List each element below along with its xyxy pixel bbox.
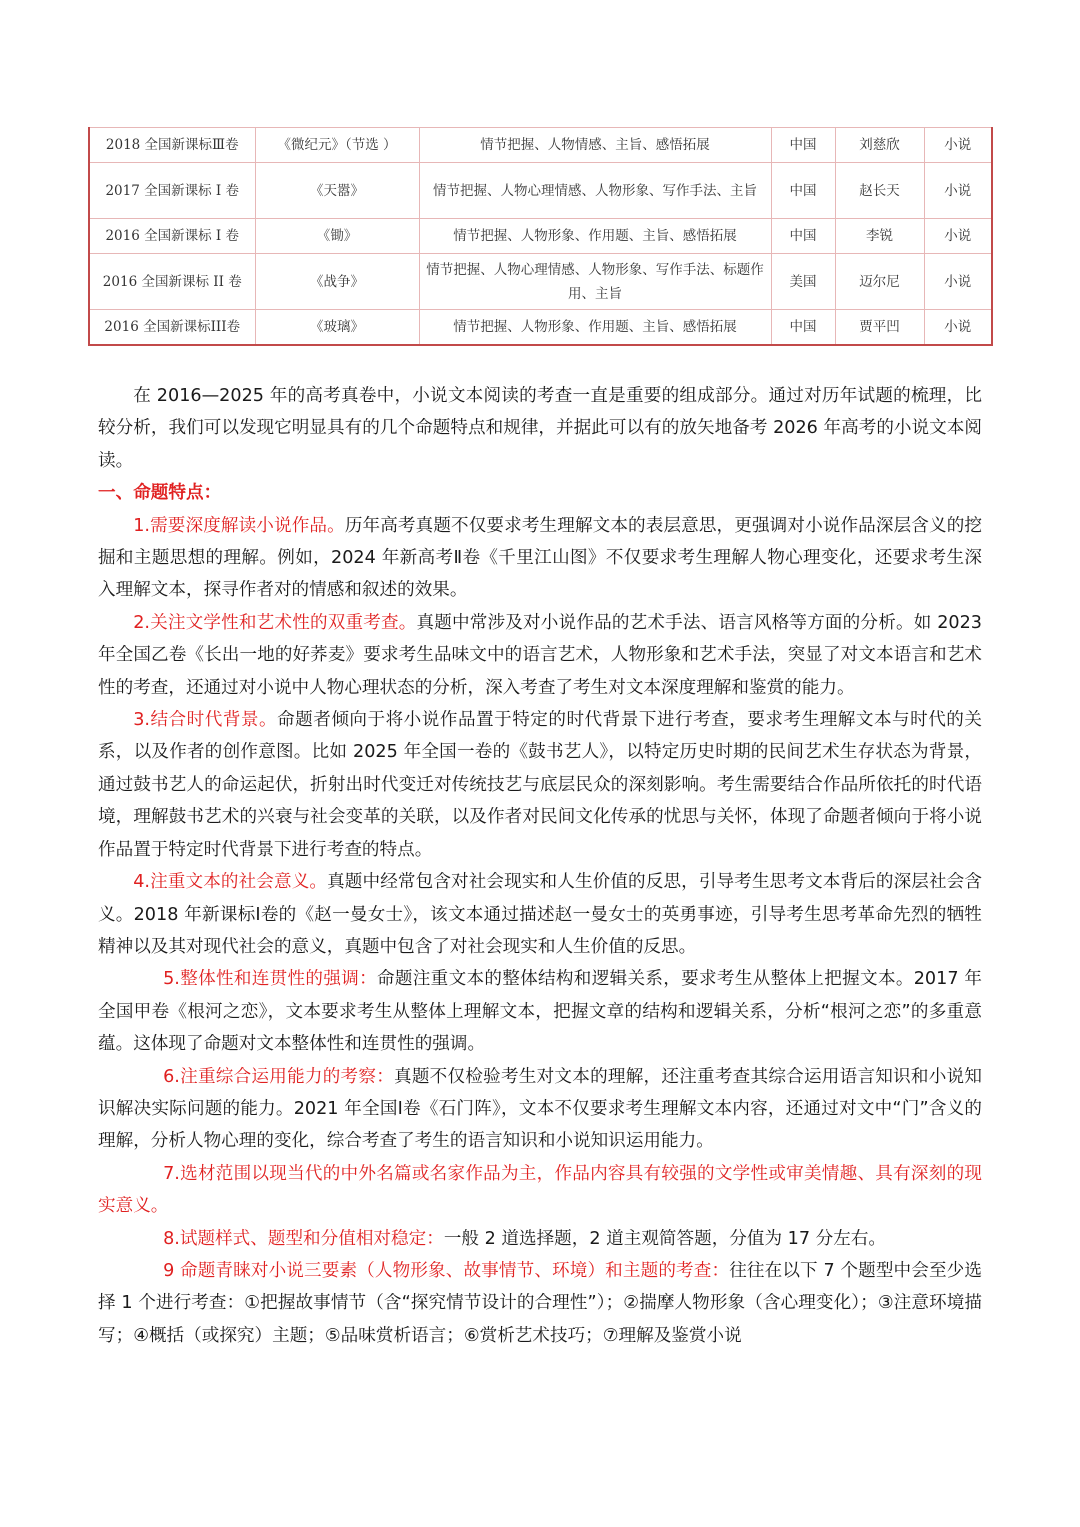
exam-cell: 2018 全国新课标Ⅲ卷 [89,128,255,163]
feature-text: 真题中经常包含对社会现实和人生价值的反思，引导考生思考文本背后的深层社会含义。2018 年新课标Ⅰ卷的《赵一曼女士》，该文本通过描述赵一曼女士的英勇事迹，引导考生思考革命先烈的牺牲精神以及其对现代社会的意义，真题中包含了对社会现实和人生价值的反思。 [98,872,982,957]
feature-heading: 2.关注文学性和艺术性的双重考查。 [133,612,417,633]
feature-heading: 3.结合时代背景。 [133,710,278,731]
author-cell: 赵长天 [835,163,924,219]
feature-heading: 8.试题样式、题型和分值相对稳定： [163,1228,444,1249]
article-body [98,380,982,1352]
title-cell: 《微纪元》（节选 ） [255,128,419,163]
feature-text: 真题中常涉及对小说作品的艺术手法、语言风格等方面的分析。如 2023 年全国乙卷《长出一地的好荞麦》要求考生品味文中的语言艺术，人物形象和艺术手法，突显了对文本语言和艺术性的考查，还通过对小说中人物心理状态的分析，深入考查了考生对文本深度理解和鉴赏的能力。 [98,612,982,698]
points-cell: 情节把握、人物形象、作用题、主旨、感悟拓展 [419,310,771,346]
feature-text: 往往在以下 7 个题型中会至少选择 1 个进行考查：①把握故事情节（含“探究情节设计的合理性”）；②揣摩人物形象（含心理变化）；③注意环境描写；④概括（或探究）主题；⑤品味赏析语言；⑥赏析艺术技巧；⑦理解及鉴赏小说 [98,1260,982,1346]
feature-paragraph-3 [98,704,982,866]
feature-heading: 5.整体性和连贯性的强调： [163,969,377,990]
feature-paragraph-4 [98,866,982,963]
feature-text: 一般 2 道选择题，2 道主观简答题，分值为 17 分左右。 [443,1228,887,1249]
feature-paragraph-6 [98,1061,982,1158]
author-cell: 李锐 [835,219,924,254]
feature-text: 命题者倾向于将小说作品置于特定的时代背景下进行考查，要求考生理解文本与时代的关系，以及作者的创作意图。比如 2025 年全国一卷的《鼓书艺人》，以特定历史时期的民间艺术生存状态为背景，通过鼓书艺人的命运起伏，折射出时代变迁对传统技艺与底层民众的深刻影响。考生需要结合作品所依托的时代语境，理解鼓书艺术的兴衰与社会变革的关联，以及作者对民间文化传承的忧思与关怀，体现了命题者倾向于将小说作品置于特定时代背景下进行考查的特点。 [98,710,982,860]
title-cell: 《玻璃》 [255,310,419,346]
exam-table [88,127,993,346]
feature-paragraph-7 [98,1158,982,1223]
feature-heading: 1.需要深度解读小说作品。 [133,515,345,536]
table-row [89,254,992,310]
feature-heading: 4.注重文本的社会意义。 [133,872,328,893]
section-title: 一、命题特点： [98,483,222,504]
points-cell: 情节把握、人物心理情感、人物形象、写作手法、主旨 [419,163,771,219]
points-cell: 情节把握、人物情感、主旨、感悟拓展 [419,128,771,163]
table-row [89,310,992,346]
exam-cell: 2016 全国新课标III卷 [89,310,255,346]
country-cell: 美国 [771,254,835,310]
feature-text: 历年高考真题不仅要求考生理解文本的表层意思，更强调对小说作品深层含义的挖掘和主题思想的理解。例如，2024 年新高考Ⅱ卷《千里江山图》不仅要求考生理解人物心理变化，还要求考生深入理解文本，探寻作者对的情感和叙述的效果。 [98,515,982,601]
genre-cell: 小说 [924,254,992,310]
feature-text: 命题注重文本的整体结构和逻辑关系，要求考生从整体上把握文本。2017 年全国甲卷《根河之恋》，文本要求考生从整体上理解文本，把握文章的结构和逻辑关系，分析“根河之恋”的多重意蕴。这体现了命题对文本整体性和连贯性的强调。 [98,969,982,1055]
country-cell: 中国 [771,219,835,254]
intro-paragraph: 在 2016—2025 年的高考真卷中，小说文本阅读的考查一直是重要的组成部分。通过对历年试题的梳理，比较分析，我们可以发现它明显具有的几个命题特点和规律，并据此可以有的放矢地备考 2026 年高考的小说文本阅读。 [98,386,982,471]
genre-cell: 小说 [924,163,992,219]
feature-paragraph-5 [98,963,982,1060]
country-cell: 中国 [771,310,835,346]
country-cell: 中国 [771,128,835,163]
points-cell: 情节把握、人物形象、作用题、主旨、感悟拓展 [419,219,771,254]
feature-heading: 6.注重综合运用能力的考察： [163,1066,395,1087]
table-row [89,128,992,163]
table-row [89,163,992,219]
title-cell: 《天嚣》 [255,163,419,219]
genre-cell: 小说 [924,128,992,163]
feature-paragraph-8 [98,1223,982,1255]
genre-cell: 小说 [924,310,992,346]
author-cell: 刘慈欣 [835,128,924,163]
feature-heading: 9 命题青睐对小说三要素（人物形象、故事情节、环境）和主题的考查： [163,1260,730,1281]
title-cell: 《锄》 [255,219,419,254]
feature-paragraph-2 [98,607,982,704]
feature-paragraph-1 [98,510,982,607]
exam-cell: 2017 全国新课标 I 卷 [89,163,255,219]
author-cell: 迈尔尼 [835,254,924,310]
title-cell: 《战争》 [255,254,419,310]
feature-paragraph-9 [98,1255,982,1352]
points-cell: 情节把握、人物心理情感、人物形象、写作手法、标题作用、主旨 [419,254,771,310]
feature-text: 真题不仅检验考生对文本的理解，还注重考查其综合运用语言知识和小说知识解决实际问题的能力。2021 年全国Ⅰ卷《石门阵》，文本不仅要求考生理解文本内容，还通过对文中“门”含义的理解，分析人物心理的变化，综合考查了考生的语言知识和小说知识运用能力。 [98,1066,982,1152]
author-cell: 贾平凹 [835,310,924,346]
genre-cell: 小说 [924,219,992,254]
exam-cell: 2016 全国新课标 II 卷 [89,254,255,310]
country-cell: 中国 [771,163,835,219]
table-row [89,219,992,254]
exam-cell: 2016 全国新课标 I 卷 [89,219,255,254]
feature-heading: 7.选材范围以现当代的中外名篇或名家作品为主，作品内容具有较强的文学性或审美情趣、具有深刻的现实意义。 [98,1163,982,1217]
